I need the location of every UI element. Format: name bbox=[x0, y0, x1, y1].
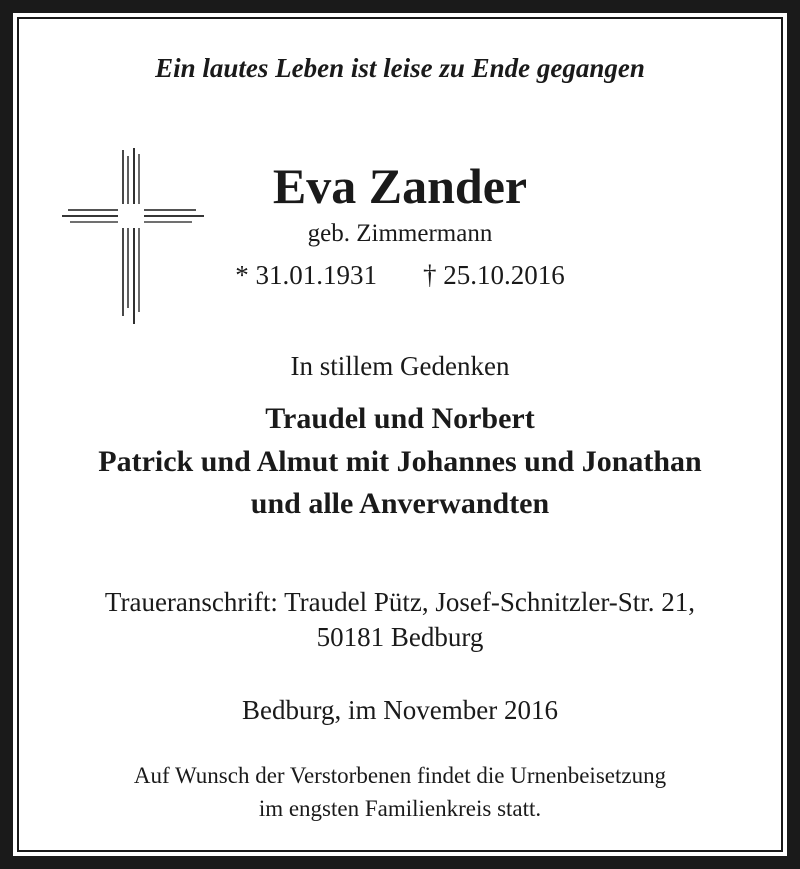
mourning-address-line: Traueranschrift: Traudel Pütz, Josef-Schnitzler-Str. 21, bbox=[104, 587, 696, 617]
birth-date: * 31.01.1931 bbox=[235, 260, 377, 290]
mourner-line: und alle Anverwandten bbox=[250, 487, 550, 520]
mourner-line: Patrick und Almut mit Johannes und Jonathan bbox=[98, 445, 702, 478]
birth-name: geb. Zimmermann bbox=[307, 220, 493, 247]
mourner-line: Traudel und Norbert bbox=[265, 402, 535, 435]
memorial-line: In stillem Gedenken bbox=[290, 351, 510, 381]
mourning-address-city: 50181 Bedburg bbox=[316, 622, 484, 652]
place-and-date: Bedburg, im November 2016 bbox=[242, 695, 558, 725]
burial-note-line: im engsten Familienkreis statt. bbox=[258, 796, 542, 821]
life-dates bbox=[0, 262, 800, 289]
burial-note-line: Auf Wunsch der Verstorbenen findet die Urnenbeisetzung bbox=[133, 763, 667, 788]
motto: Ein lautes Leben ist leise zu Ende gegangen bbox=[155, 53, 645, 83]
deceased-name: Eva Zander bbox=[272, 158, 528, 214]
death-date: † 25.10.2016 bbox=[423, 260, 565, 290]
